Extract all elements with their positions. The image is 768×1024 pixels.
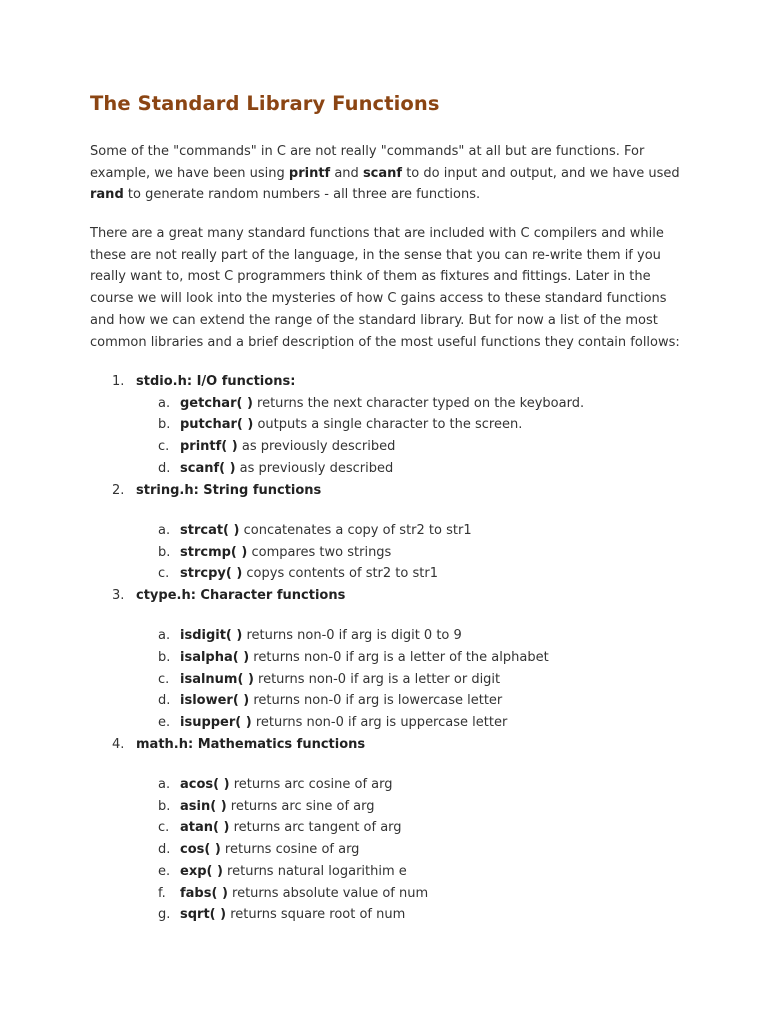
function-list <box>90 774 710 926</box>
function-item <box>90 712 710 734</box>
function-list <box>90 393 710 480</box>
function-item <box>90 414 710 436</box>
list-marker: a. <box>158 628 171 644</box>
function-list <box>90 625 710 734</box>
function-name: islower( ) <box>180 693 250 709</box>
library-item-stdio <box>90 371 710 480</box>
function-name: putchar( ) <box>180 417 254 433</box>
function-name: sqrt( ) <box>180 907 227 923</box>
list-marker: c. <box>158 566 170 582</box>
function-description: as previously described <box>235 460 394 476</box>
function-description: as previously described <box>237 439 396 455</box>
function-item <box>90 647 710 669</box>
list-marker: e. <box>158 863 171 879</box>
function-item <box>90 796 710 818</box>
library-heading: stdio.h: I/O functions: <box>136 374 296 389</box>
function-name: acos( ) <box>180 777 230 793</box>
function-item <box>90 458 710 480</box>
library-heading: ctype.h: Character functions <box>136 587 346 603</box>
intro-paragraph-1 <box>90 141 690 206</box>
list-marker: b. <box>158 544 171 560</box>
function-description: copys contents of str2 to str1 <box>242 566 438 582</box>
function-name: scanf( ) <box>180 460 236 476</box>
library-list <box>90 371 710 926</box>
function-name: isalpha( ) <box>180 649 250 665</box>
function-name: isupper( ) <box>180 715 252 731</box>
function-name: getchar( ) <box>180 395 253 411</box>
function-name: isalnum( ) <box>180 671 254 687</box>
function-item <box>90 625 710 647</box>
function-description: returns square root of num <box>226 907 406 923</box>
list-marker: e. <box>158 715 171 731</box>
function-name: strcmp( ) <box>180 544 248 560</box>
library-item-string <box>90 480 710 585</box>
function-description: returns non-0 if arg is a letter or digit <box>253 671 501 687</box>
function-list <box>90 520 710 585</box>
list-marker: 1. <box>112 374 125 389</box>
intro-text: and <box>330 165 363 181</box>
list-marker: c. <box>158 820 170 836</box>
keyword-rand: rand <box>90 187 124 203</box>
function-description: returns non-0 if arg is digit 0 to 9 <box>242 628 462 644</box>
list-marker: c. <box>158 671 170 687</box>
function-description: returns arc tangent of arg <box>229 820 402 836</box>
list-marker: d. <box>158 460 171 476</box>
function-name: strcat( ) <box>180 522 240 538</box>
function-description: returns non-0 if arg is a letter of the alphabet <box>249 649 549 665</box>
function-description: returns cosine of arg <box>220 842 360 858</box>
intro-text: to do input and output, and we have used <box>402 165 680 181</box>
function-item <box>90 817 710 839</box>
function-item <box>90 563 710 585</box>
function-item <box>90 520 710 542</box>
page-title: The Standard Library Functions <box>90 92 440 115</box>
list-marker: d. <box>158 842 171 858</box>
list-marker: 3. <box>112 587 125 603</box>
function-item <box>90 669 710 691</box>
function-description: returns arc cosine of arg <box>229 777 393 793</box>
list-marker: a. <box>158 777 171 793</box>
function-item <box>90 883 710 905</box>
keyword-scanf: scanf <box>362 165 403 181</box>
library-heading: math.h: Mathematics functions <box>136 736 366 752</box>
keyword-printf: printf <box>288 165 331 181</box>
function-name: asin( ) <box>180 798 227 814</box>
function-description: returns non-0 if arg is lowercase letter <box>249 693 503 709</box>
list-marker: b. <box>158 417 171 433</box>
list-marker: b. <box>158 649 171 665</box>
list-marker: a. <box>158 522 171 538</box>
function-name: exp( ) <box>180 863 223 879</box>
list-marker: b. <box>158 798 171 814</box>
library-item-ctype <box>90 585 710 734</box>
function-name: fabs( ) <box>180 885 228 901</box>
list-marker: d. <box>158 693 171 709</box>
function-item <box>90 542 710 564</box>
function-name: isdigit( ) <box>180 628 243 644</box>
function-name: printf( ) <box>180 439 238 455</box>
function-description: returns arc sine of arg <box>226 798 375 814</box>
function-description: returns natural logarithim e <box>222 863 407 879</box>
function-item <box>90 436 710 458</box>
function-description: returns absolute value of num <box>227 885 429 901</box>
function-item <box>90 774 710 796</box>
intro-text: to generate random numbers - all three are functions. <box>123 187 481 203</box>
function-item <box>90 393 710 415</box>
list-marker: g. <box>158 907 171 923</box>
function-name: atan( ) <box>180 820 230 836</box>
library-item-math <box>90 734 710 926</box>
function-description: returns non-0 if arg is uppercase letter <box>251 715 508 731</box>
intro-paragraph-2: There are a great many standard functions that are included with C compilers and while these are not really part of the language, in the sense that you can re-write them if you really want to, most C programmers think of them as fixtures and fittings. Later in the course we will look into the mysteries of how C gains access to these standard functions and how we can extend the range of the standard library. But for now a list of the most common libraries and a brief description of the most useful functions they contain follows: <box>90 226 680 350</box>
function-name: cos( ) <box>180 842 221 858</box>
list-marker: f. <box>158 885 166 901</box>
list-marker: 2. <box>112 482 125 498</box>
list-marker: a. <box>158 395 171 411</box>
function-description: concatenates a copy of str2 to str1 <box>239 522 472 538</box>
library-heading: string.h: String functions <box>136 482 322 498</box>
function-name: strcpy( ) <box>180 566 243 582</box>
function-description: outputs a single character to the screen. <box>253 417 523 433</box>
intro-text: Some of the "commands" in C are not really "commands" at all but are functions. For example, we have been using <box>90 144 645 181</box>
function-description: compares two strings <box>247 544 392 560</box>
function-item <box>90 861 710 883</box>
list-marker: c. <box>158 439 170 455</box>
list-marker: 4. <box>112 736 125 752</box>
function-item <box>90 690 710 712</box>
function-item <box>90 839 710 861</box>
function-item <box>90 904 710 926</box>
function-description: returns the next character typed on the keyboard. <box>252 395 585 411</box>
